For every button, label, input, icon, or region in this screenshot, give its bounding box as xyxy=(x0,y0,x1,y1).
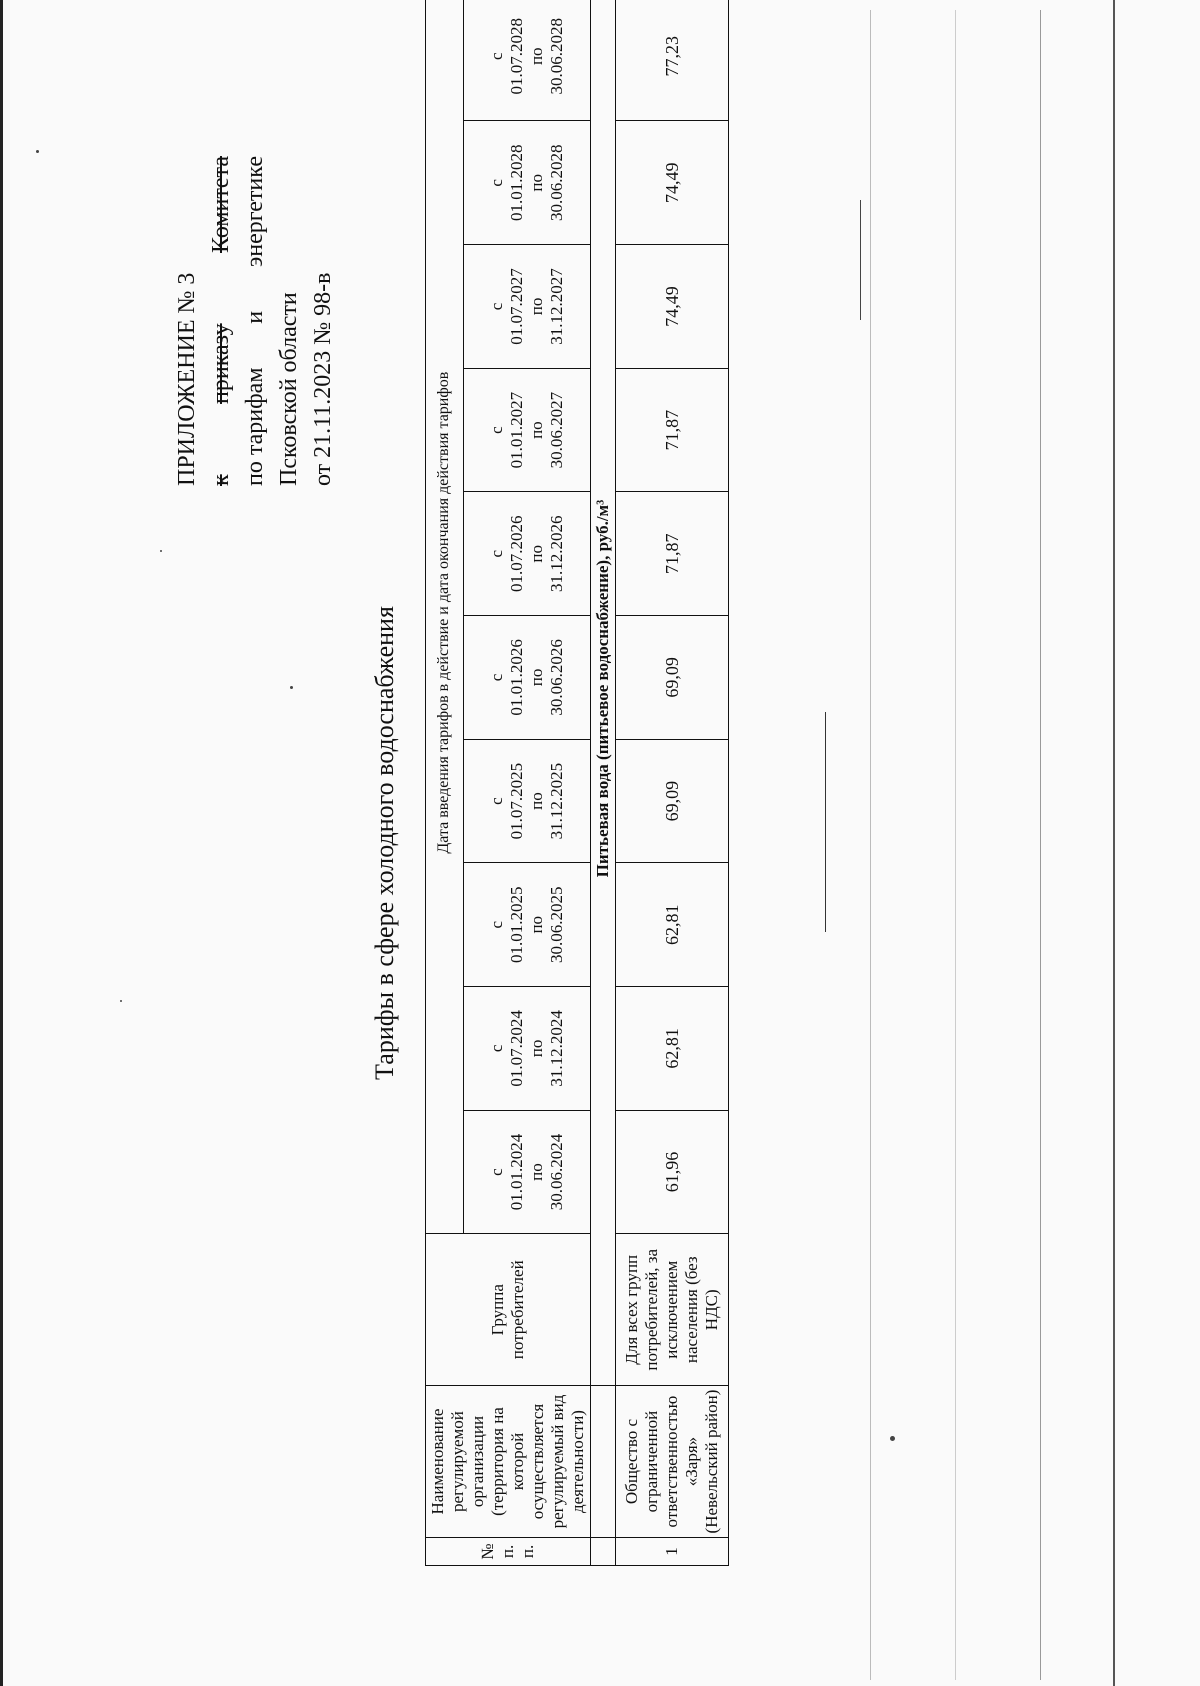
tariff-value: 71,87 xyxy=(616,368,729,492)
tariff-value: 77,23 xyxy=(616,0,729,121)
header-number: № п. п. xyxy=(426,1537,591,1565)
tariff-value: 62,81 xyxy=(616,987,729,1111)
section-spacer xyxy=(591,1386,616,1538)
section-spacer xyxy=(591,1537,616,1565)
period-cell: с 01.07.2024 по 31.12.2024 xyxy=(463,987,591,1111)
section-header: Питьевая вода (питьевое водоснабжение), руб./м³ xyxy=(591,0,616,1386)
tariff-value: 74,49 xyxy=(616,245,729,369)
period-cell: с 01.01.2028 по 30.06.2028 xyxy=(463,121,591,245)
period-cell: с 01.01.2026 по 30.06.2026 xyxy=(463,616,591,740)
period-cell: с 01.07.2026 по 31.12.2026 xyxy=(463,492,591,616)
table-row xyxy=(616,0,729,1566)
table-section-row xyxy=(591,0,616,1566)
header-dates: Дата введения тарифов в действие и дата окончания действия тарифов xyxy=(426,0,464,1234)
period-cell: с 01.07.2025 по 31.12.2025 xyxy=(463,739,591,863)
header-organization: Наименование регулируемой организации (территория на которой осуществляется регулируемый вид деятельности) xyxy=(426,1386,591,1538)
table-header-row xyxy=(426,0,464,1566)
appendix-committee-line: по тарифам и энергетике xyxy=(242,156,268,486)
period-cell: с 01.01.2024 по 30.06.2024 xyxy=(463,1110,591,1234)
tariff-value: 74,49 xyxy=(616,121,729,245)
appendix-date: от 21.11.2023 № 98-в xyxy=(310,272,336,486)
period-cell: с 01.07.2028 по 30.06.2028 xyxy=(463,0,591,121)
header-consumer-group: Группа потребителей xyxy=(426,1234,591,1386)
row-number: 1 xyxy=(616,1537,729,1565)
tariff-value: 71,87 xyxy=(616,492,729,616)
period-cell: с 01.01.2025 по 30.06.2025 xyxy=(463,863,591,987)
tariff-value: 69,09 xyxy=(616,616,729,740)
appendix-block xyxy=(170,66,340,486)
tariff-table xyxy=(425,0,729,1566)
tariff-value: 69,09 xyxy=(616,739,729,863)
appendix-order-line: к приказу Комитета xyxy=(208,156,234,486)
period-cell: с 01.07.2027 по 31.12.2027 xyxy=(463,245,591,369)
document-title: Тарифы в сфере холодного водоснабжения xyxy=(370,606,399,1080)
appendix-number: ПРИЛОЖЕНИЕ № 3 xyxy=(174,272,200,486)
tariff-value: 62,81 xyxy=(616,863,729,987)
row-consumer-group: Для всех групп потребителей, за исключением населения (без НДС) xyxy=(616,1234,729,1386)
tariff-value: 61,96 xyxy=(616,1110,729,1234)
appendix-region: Псковской области xyxy=(276,292,302,486)
period-cell: с 01.01.2027 по 30.06.2027 xyxy=(463,368,591,492)
row-organization: Общество с ограниченной ответственностью «Заря» (Невельский район) xyxy=(616,1386,729,1538)
